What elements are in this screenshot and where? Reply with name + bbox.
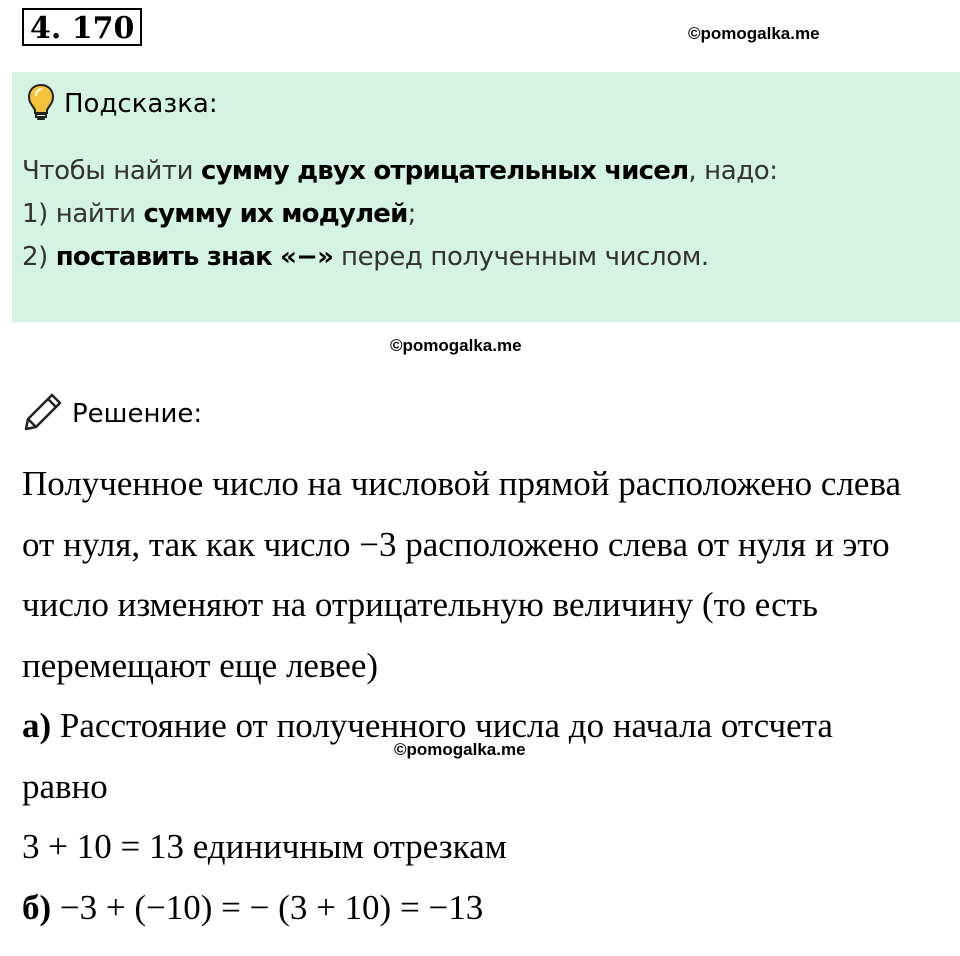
part-a-calculation: 3 + 10 = 13 единичным отрезкам	[22, 827, 507, 866]
hint-line-1: Чтобы найти сумму двух отрицательных чисел, надо:	[22, 156, 778, 186]
watermark: ©pomogalka.me	[688, 24, 820, 43]
solution-body	[22, 454, 901, 938]
solution-line: Полученное число на числовой прямой расположено слева	[22, 464, 902, 503]
solution-line: число изменяют на отрицательную величину (то есть	[22, 585, 818, 624]
part-a: а) Расстояние от полученного числа до начала отсчета	[22, 706, 833, 745]
hint-box	[12, 72, 960, 322]
hint-line-2: 1) найти сумму их модулей;	[22, 199, 416, 229]
hint-line-3: 2) поставить знак «−» перед полученным числом.	[22, 242, 709, 272]
hint-body	[22, 150, 778, 279]
lightbulb-icon	[26, 82, 56, 127]
solution-line: перемещают еще левее)	[22, 645, 379, 685]
hint-title: Подсказка:	[64, 89, 218, 119]
watermark: ©pomogalka.me	[394, 740, 526, 759]
solution-line: от нуля, так как число −3 расположено слева от нуля и это	[22, 524, 890, 564]
pencil-icon	[22, 391, 64, 438]
part-b: б) −3 + (−10) = − (3 + 10) = −13	[22, 887, 484, 927]
watermark: ©pomogalka.me	[390, 336, 522, 355]
part-b-label: б)	[22, 887, 52, 927]
solution-title: Решение:	[72, 399, 203, 429]
hint-header	[26, 84, 218, 124]
part-a-label: а)	[22, 706, 52, 745]
task-number: 4. 170	[22, 8, 142, 46]
part-a-continued: равно	[22, 766, 108, 806]
solution-header	[22, 392, 202, 436]
